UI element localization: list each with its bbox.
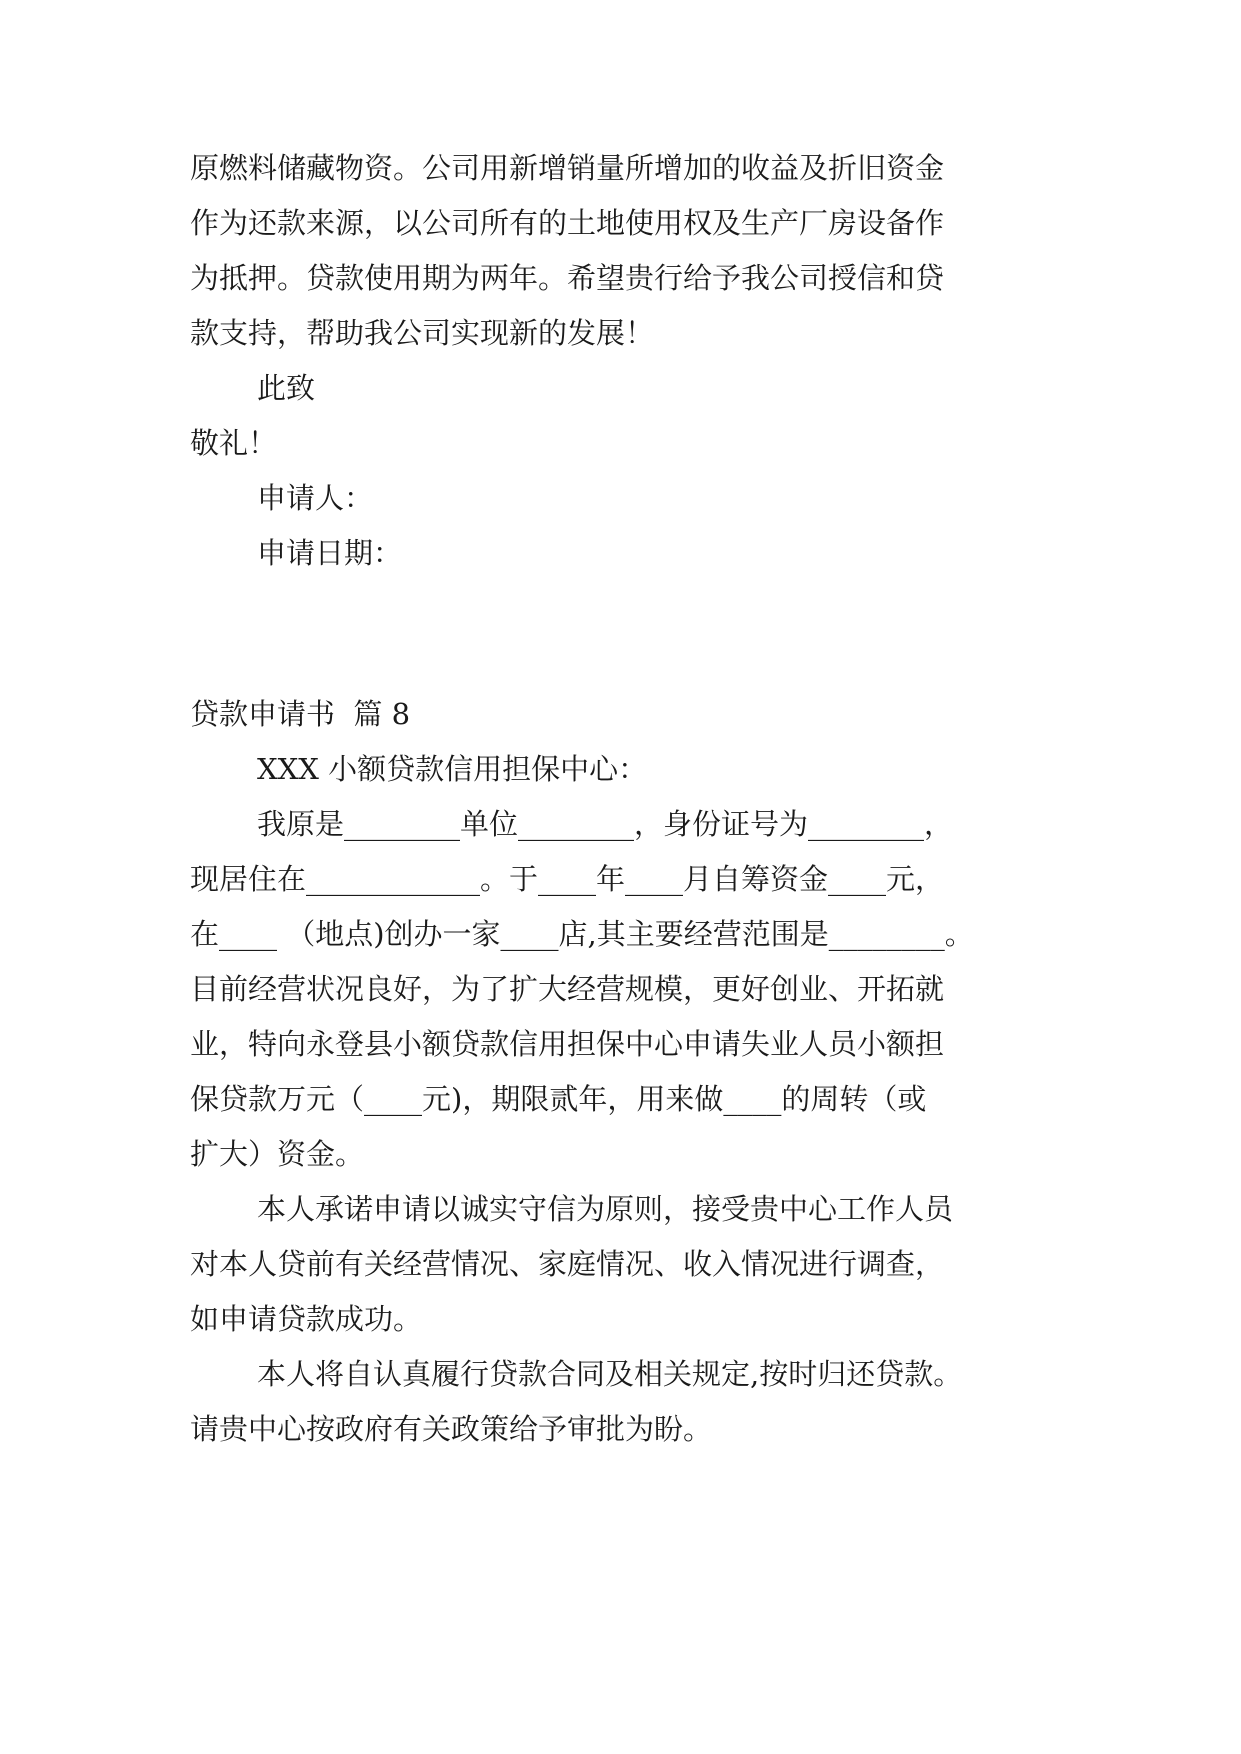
body-line: 款支持，帮助我公司实现新的发展！ [190,316,655,350]
body-line: 本人承诺申请以诚实守信为原则，接受贵中心工作人员 [257,1192,954,1226]
body-line: 扩大）资金。 [190,1137,365,1171]
body-line: 如申请贷款成功。 [190,1302,423,1336]
body-line: 保贷款万元（____元)，期限贰年，用来做____的周转（或 [190,1082,927,1116]
body-line: 本人将自认真履行贷款合同及相关规定,按时归还贷款。 [257,1357,963,1391]
body-line: 对本人贷前有关经营情况、家庭情况、收入情况进行调查， [190,1247,945,1281]
body-line: 在____ （地点)创办一家____店,其主要经营范围是________。 [190,917,974,951]
closing-salutation: 此致 [257,371,316,405]
body-line: 请贵中心按政府有关政策给予审批为盼。 [190,1412,713,1446]
section-heading: 贷款申请书 篇 8 [190,697,411,731]
applicant-label: 申请人： [257,481,374,515]
body-line: 作为还款来源，以公司所有的土地使用权及生产厂房设备作 [190,206,945,240]
body-line: 业，特向永登县小额贷款信用担保中心申请失业人员小额担 [190,1027,945,1061]
body-line: 原燃料储藏物资。公司用新增销量所增加的收益及折旧资金 [190,151,945,185]
body-line: 我原是________单位________，身份证号为________， [257,807,954,841]
body-line: 目前经营状况良好，为了扩大经营规模，更好创业、开拓就 [190,972,945,1006]
closing-regards: 敬礼！ [190,426,278,460]
body-line: 现居住在____________。于____年____月自筹资金____元， [190,862,945,896]
application-date-label: 申请日期： [257,536,403,570]
body-line: 为抵押。贷款使用期为两年。希望贵行给予我公司授信和贷 [190,261,945,295]
addressee: XXX 小额贷款信用担保中心： [257,752,648,786]
